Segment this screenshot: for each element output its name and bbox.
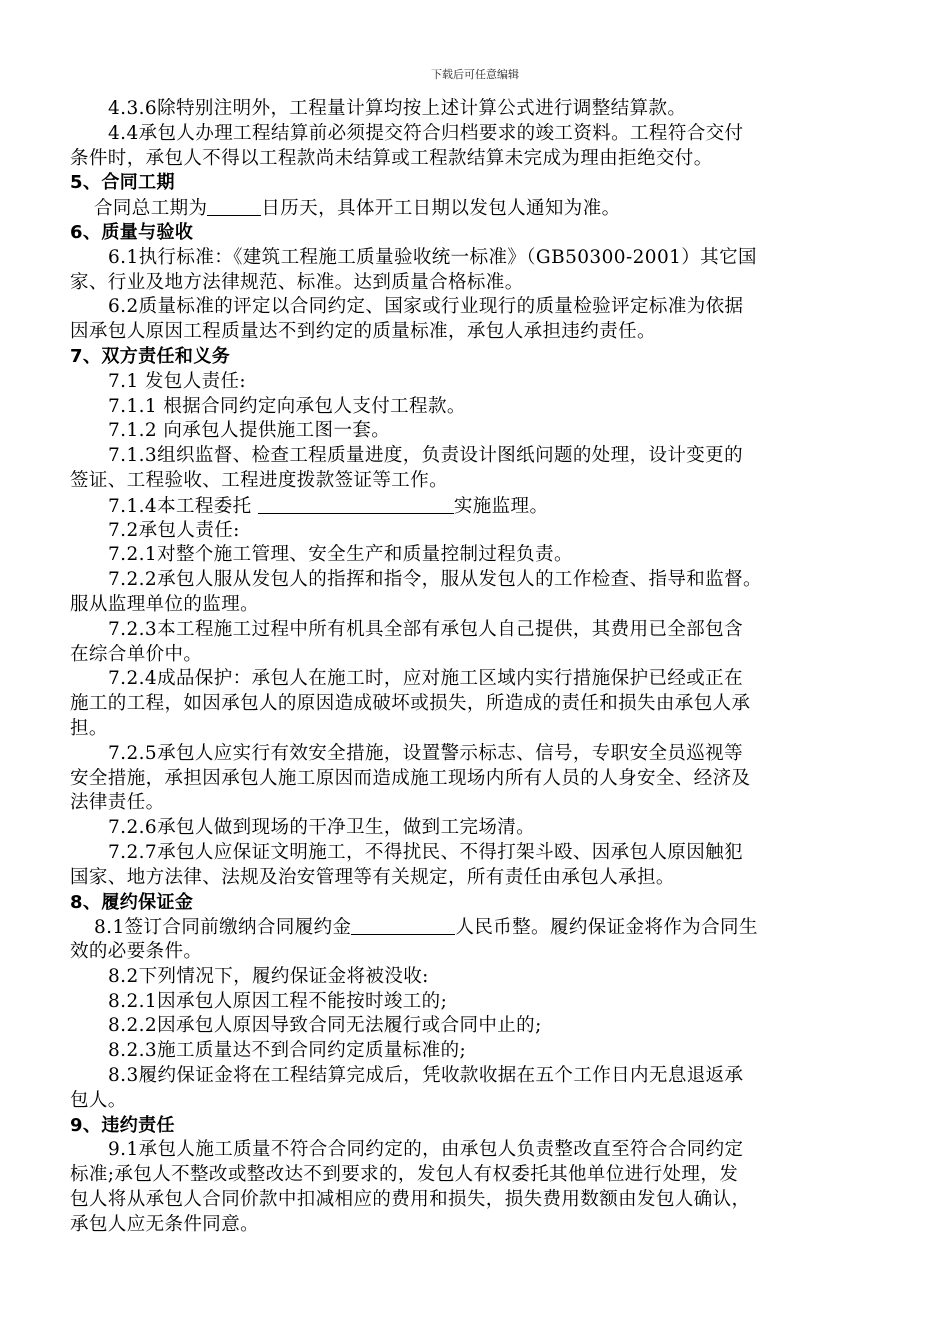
clause-6-2-cont: 因承包人原因工程质量达不到约定的质量标准，承包人承担违约责任。 — [70, 321, 656, 343]
clause-7-2: 7.2承包人责任: — [108, 519, 240, 541]
clause-9-1-cont-1: 标准;承包人不整改或整改达不到要求的，发包人有权委托其他单位进行处理，发 — [70, 1164, 739, 1186]
deposit-text-prefix: 8.1签订合同前缴纳合同履约金 — [94, 917, 352, 939]
duration-text-suffix: 日历天，具体开工日期以发包人通知为准。 — [261, 198, 621, 220]
clause-4-4-cont: 条件时，承包人不得以工程款尚未结算或工程款结算未完成为理由拒绝交付。 — [70, 147, 713, 169]
clause-7-2-7-cont: 国家、地方法律、法规及治安管理等有关规定，所有责任由承包人承担。 — [70, 866, 675, 888]
clause-6-1: 6.1执行标准：《建筑工程施工质量验收统一标准》（GB50300-2001）其它国 — [108, 246, 757, 268]
clause-7-2-2: 7.2.2承包人服从发包人的指挥和指令，服从发包人的工作检查、指导和监督。 — [108, 569, 762, 591]
section-heading-9: 9、违约责任 — [70, 1114, 175, 1136]
clause-8-3-cont: 包人。 — [70, 1089, 127, 1111]
clause-9-1-cont-3: 承包人应无条件同意。 — [70, 1213, 260, 1235]
duration-days-blank[interactable] — [207, 196, 261, 216]
page-header-note: 下载后可任意编辑 — [431, 68, 519, 81]
clause-7-2-5-cont-1: 安全措施，承担因承包人施工原因而造成施工现场内所有人员的人身安全、经济及 — [70, 767, 751, 789]
clause-7-2-4-cont-2: 担。 — [70, 717, 108, 739]
clause-7-2-4-cont-1: 施工的工程，如因承包人的原因造成破坏或损失，所造成的责任和损失由承包人承 — [70, 693, 751, 715]
duration-text-prefix: 合同总工期为 — [94, 198, 208, 220]
contract-duration-line — [70, 196, 882, 221]
clause-4-4: 4.4承包人办理工程结算前必须提交符合归档要求的竣工资料。工程符合交付 — [108, 122, 744, 144]
deposit-amount-blank[interactable] — [351, 915, 455, 935]
deposit-text-suffix: 人民币整。履约保证金将作为合同生 — [455, 917, 758, 939]
supervision-text-prefix: 7.1.4本工程委托 — [108, 495, 258, 517]
clause-8-1-cont: 效的必要条件。 — [70, 941, 203, 963]
clause-7-1-4 — [70, 494, 882, 519]
clause-4-3-6: 4.3.6除特别注明外，工程量计算均按上述计算公式进行调整结算款。 — [108, 98, 687, 119]
clause-7-2-1: 7.2.1对整个施工管理、安全生产和质量控制过程负责。 — [108, 544, 573, 566]
clause-7-1-1: 7.1.1 根据合同约定向承包人支付工程款。 — [108, 395, 466, 417]
clause-7-1-2: 7.1.2 向承包人提供施工图一套。 — [108, 420, 391, 442]
supervision-unit-blank[interactable] — [258, 494, 454, 514]
clause-7-1: 7.1 发包人责任: — [108, 370, 247, 392]
clause-8-1 — [70, 915, 882, 940]
section-heading-7: 7、双方责任和义务 — [70, 345, 231, 367]
clause-7-2-3-cont: 在综合单价中。 — [70, 643, 203, 665]
clause-9-1-cont-2: 包人将从承包人合同价款中扣减相应的费用和损失，损失费用数额由发包人确认， — [70, 1189, 751, 1211]
clause-8-2-1: 8.2.1因承包人原因工程不能按时竣工的; — [108, 990, 448, 1012]
clause-7-2-3: 7.2.3本工程施工过程中所有机具全部有承包人自己提供，其费用已全部包含 — [108, 618, 743, 640]
clause-8-2: 8.2下列情况下，履约保证金将被没收: — [108, 965, 429, 987]
clause-9-1: 9.1承包人施工质量不符合合同约定的，由承包人负责整改直至符合合同约定 — [108, 1139, 744, 1161]
section-heading-8: 8、履约保证金 — [70, 891, 194, 913]
clause-7-2-5-cont-2: 法律责任。 — [70, 792, 165, 814]
section-heading-6: 6、质量与验收 — [70, 221, 194, 243]
clause-7-2-5: 7.2.5承包人应实行有效安全措施，设置警示标志、信号，专职安全员巡视等 — [108, 742, 743, 764]
supervision-text-suffix: 实施监理。 — [453, 495, 549, 517]
contract-document — [70, 97, 882, 1238]
clause-8-2-3: 8.2.3施工质量达不到合同约定质量标准的; — [108, 1040, 467, 1062]
clause-6-2: 6.2质量标准的评定以合同约定、国家或行业现行的质量检验评定标准为依据 — [108, 296, 744, 318]
clause-6-1-cont: 家、行业及地方法律规范、标准。达到质量合格标准。 — [70, 271, 524, 293]
clause-7-2-6: 7.2.6承包人做到现场的干净卫生，做到工完场清。 — [108, 817, 536, 839]
clause-7-2-2-cont: 服从监理单位的监理。 — [70, 593, 260, 615]
clause-8-2-2: 8.2.2因承包人原因导致合同无法履行或合同中止的; — [108, 1015, 542, 1037]
clause-7-1-3-cont: 签证、工程验收、工程进度拨款签证等工作。 — [70, 469, 449, 491]
clause-7-1-3: 7.1.3组织监督、检查工程质量进度，负责设计图纸问题的处理，设计变更的 — [108, 445, 743, 467]
section-heading-5: 5、合同工期 — [70, 172, 175, 194]
clause-7-2-7: 7.2.7承包人应保证文明施工，不得扰民、不得打架斗殴、因承包人原因触犯 — [108, 841, 743, 863]
clause-7-2-4: 7.2.4成品保护：承包人在施工时，应对施工区域内实行措施保护已经或正在 — [108, 668, 743, 690]
clause-8-3: 8.3履约保证金将在工程结算完成后，凭收款收据在五个工作日内无息退返承 — [108, 1065, 744, 1087]
